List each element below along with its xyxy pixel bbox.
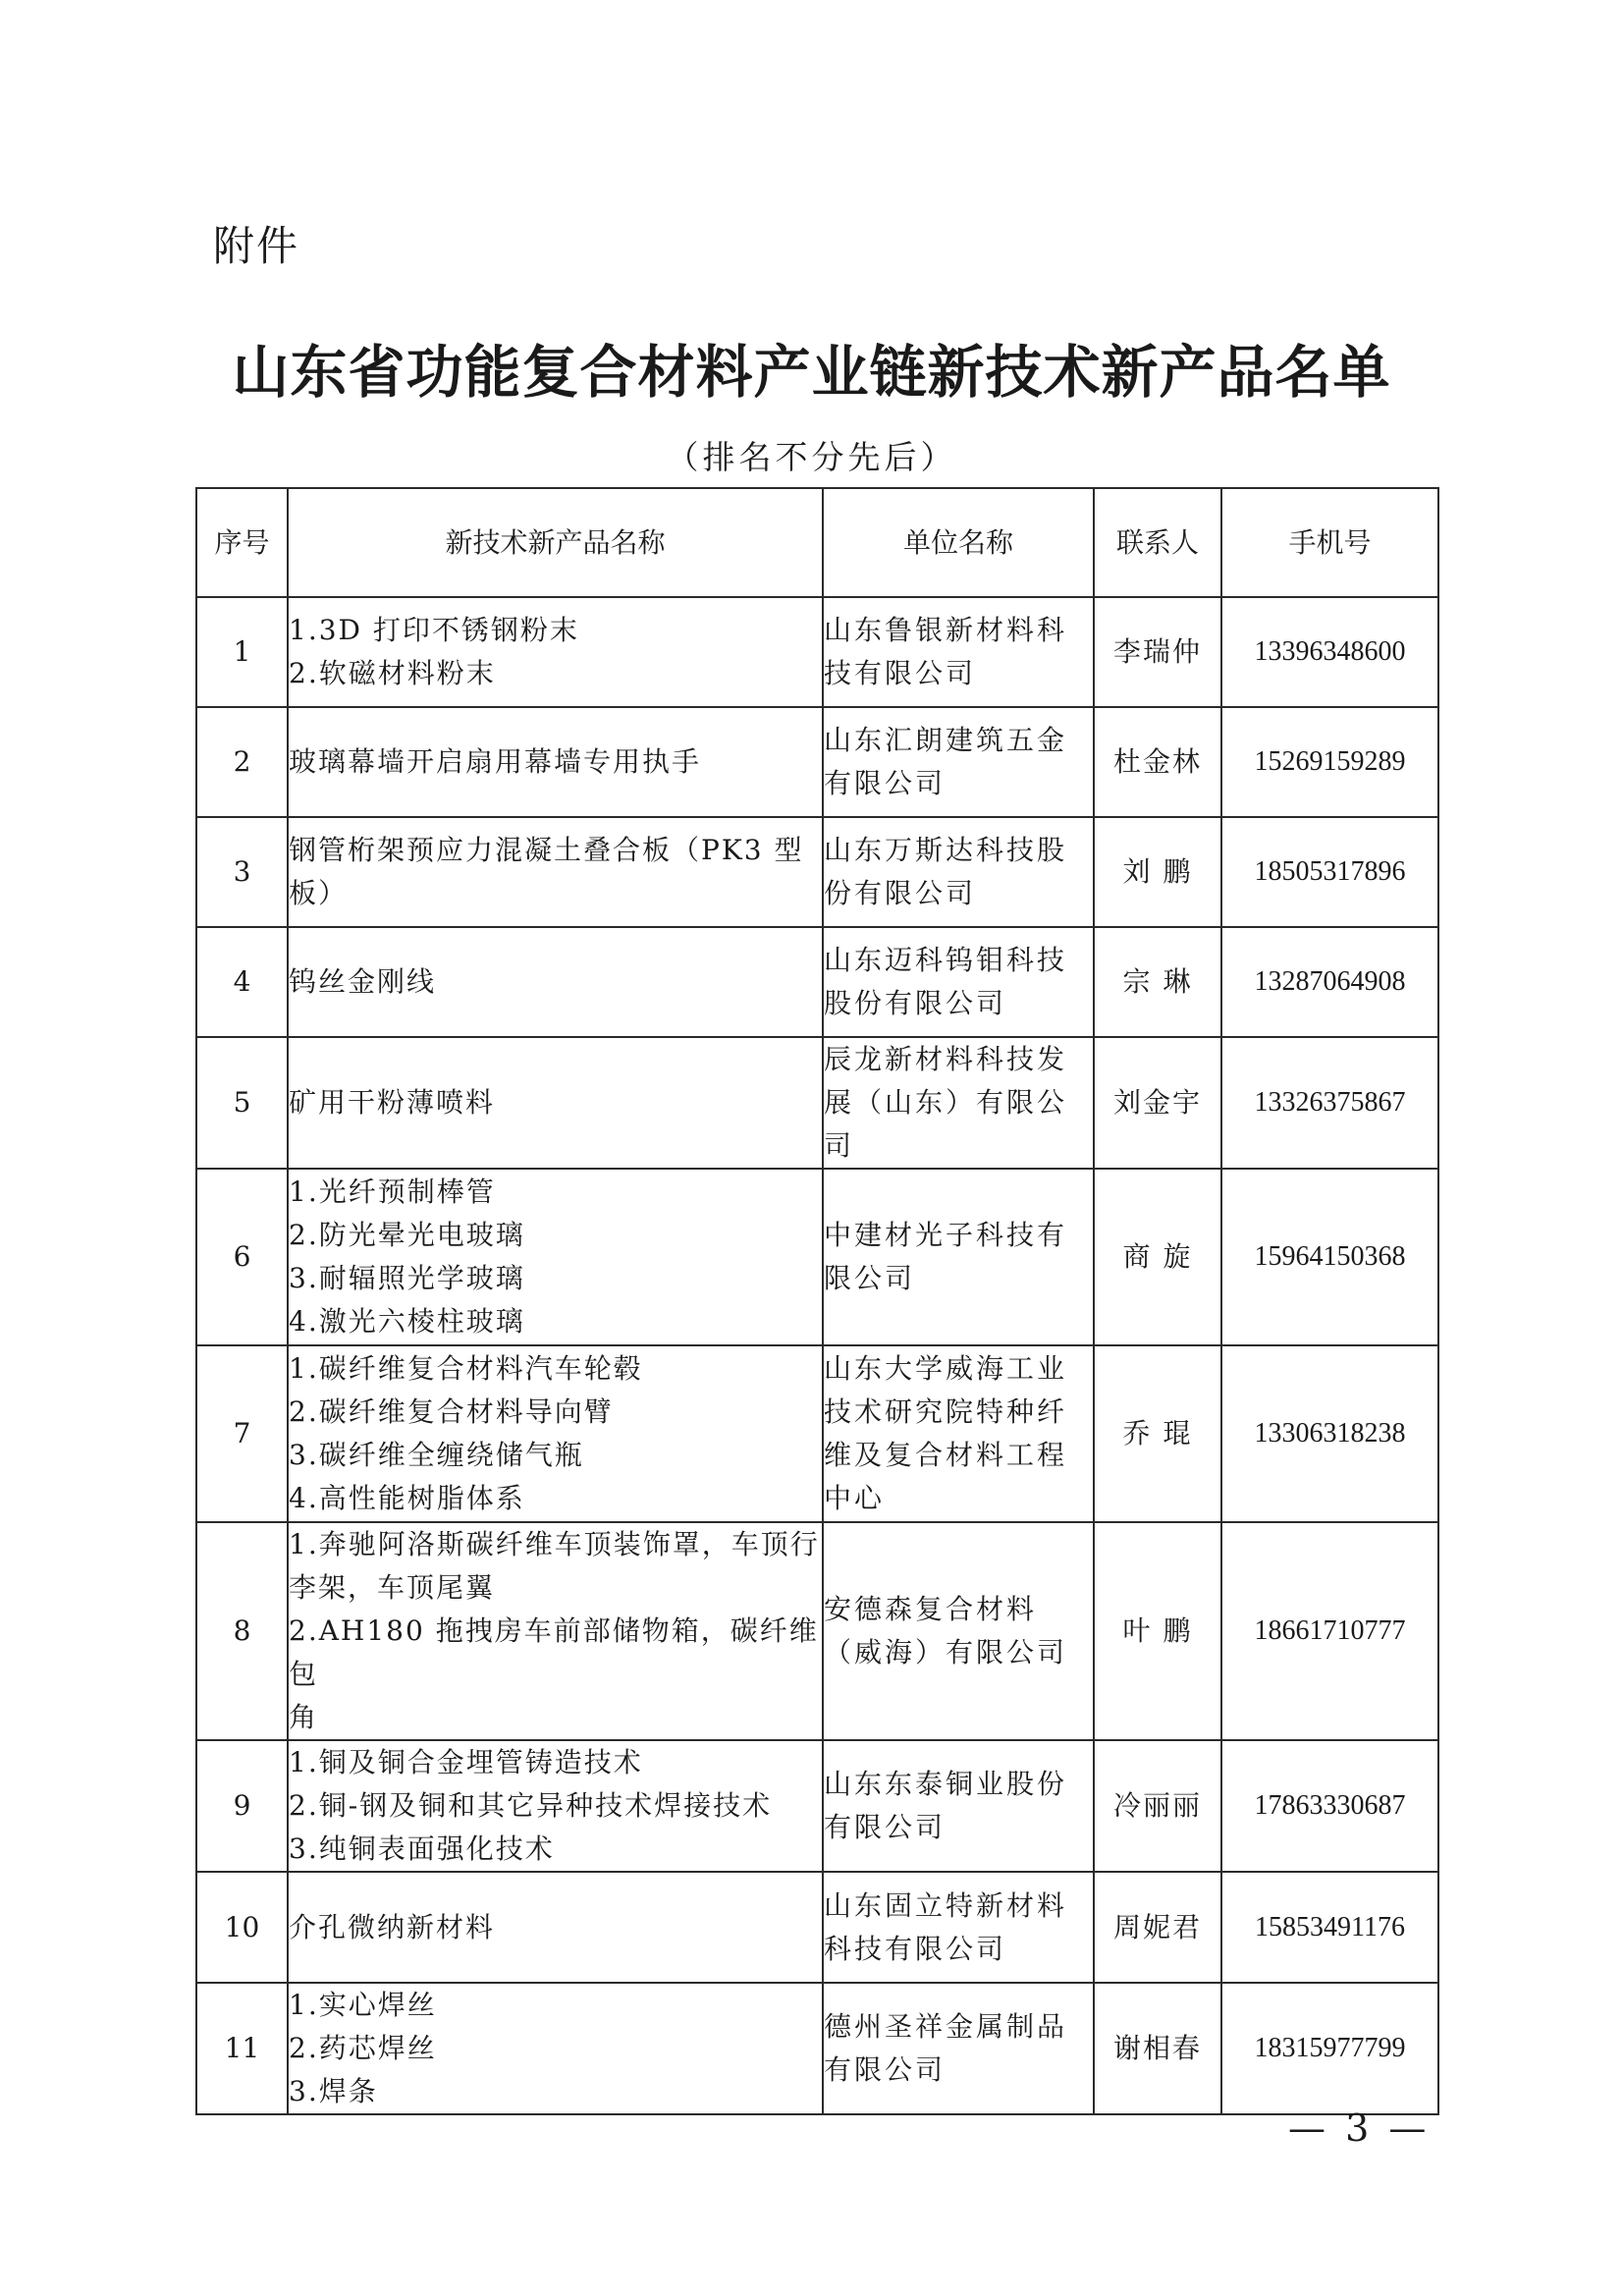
product-line: 1.奔驰阿洛斯碳纤维车顶装饰罩，车顶行 xyxy=(289,1528,820,1560)
product-cell xyxy=(288,1345,823,1522)
unit-line: 技有限公司 xyxy=(824,657,977,689)
header-contact: 联系人 xyxy=(1094,488,1221,597)
unit-cell xyxy=(823,1522,1094,1740)
unit-line: 有限公司 xyxy=(824,1811,947,1843)
product-line: 1.铜及铜合金埋管铸造技术 xyxy=(289,1746,643,1778)
table-row xyxy=(196,1169,1438,1345)
contact-cell: 宗 琳 xyxy=(1094,927,1221,1037)
contact-cell: 杜金林 xyxy=(1094,707,1221,817)
unit-line: 中建材光子科技有 xyxy=(824,1219,1068,1251)
product-line: 3.纯铜表面强化技术 xyxy=(289,1832,555,1865)
unit-line: 山东固立特新材料 xyxy=(824,1888,1068,1922)
phone-cell: 13287064908 xyxy=(1221,927,1438,1037)
row-index: 8 xyxy=(196,1522,288,1740)
header-index: 序号 xyxy=(196,488,288,597)
product-line: 4.激光六棱柱玻璃 xyxy=(289,1305,525,1338)
table-row xyxy=(196,817,1438,927)
product-line: 2.软磁材料粉末 xyxy=(289,657,496,689)
table-row xyxy=(196,1345,1438,1522)
contact-cell: 刘金宇 xyxy=(1094,1037,1221,1169)
row-index: 2 xyxy=(196,707,288,817)
unit-cell xyxy=(823,597,1094,707)
phone-cell: 15853491176 xyxy=(1221,1872,1438,1983)
unit-cell xyxy=(823,817,1094,927)
product-cell xyxy=(288,1983,823,2114)
unit-cell xyxy=(823,1983,1094,2114)
unit-cell xyxy=(823,1037,1094,1169)
product-line: 钢管桁架预应力混凝土叠合板（PK3 型 xyxy=(289,834,804,866)
table-row xyxy=(196,1872,1438,1983)
unit-line: 山东东泰铜业股份 xyxy=(824,1768,1068,1800)
product-line: 钨丝金刚线 xyxy=(289,965,437,998)
unit-cell xyxy=(823,1345,1094,1522)
header-phone: 手机号 xyxy=(1221,488,1438,597)
unit-cell xyxy=(823,927,1094,1037)
phone-cell: 18661710777 xyxy=(1221,1522,1438,1740)
row-index: 3 xyxy=(196,817,288,927)
product-cell xyxy=(288,1037,823,1169)
row-index: 1 xyxy=(196,597,288,707)
row-index: 4 xyxy=(196,927,288,1037)
product-line: 1.碳纤维复合材料汽车轮毂 xyxy=(289,1352,643,1385)
unit-line: 维及复合材料工程 xyxy=(824,1439,1068,1471)
header-unit-name: 单位名称 xyxy=(823,488,1094,597)
contact-cell: 冷丽丽 xyxy=(1094,1740,1221,1872)
header-product-name: 新技术新产品名称 xyxy=(288,488,823,597)
contact-cell: 谢相春 xyxy=(1094,1983,1221,2114)
product-line: 1.3D 打印不锈钢粉末 xyxy=(289,614,579,646)
row-index: 11 xyxy=(196,1983,288,2114)
product-cell xyxy=(288,1740,823,1872)
unit-cell xyxy=(823,1740,1094,1872)
table-row xyxy=(196,1983,1438,2114)
contact-cell: 乔 琨 xyxy=(1094,1345,1221,1522)
phone-cell: 17863330687 xyxy=(1221,1740,1438,1872)
product-line: 板） xyxy=(289,877,349,909)
product-line: 2.AH180 拖拽房车前部储物箱，碳纤维包 xyxy=(289,1614,819,1690)
unit-line: 展（山东）有限公 xyxy=(824,1086,1068,1119)
contact-cell: 商 旋 xyxy=(1094,1169,1221,1345)
unit-line: 有限公司 xyxy=(824,2053,947,2086)
phone-cell: 18505317896 xyxy=(1221,817,1438,927)
unit-line: 份有限公司 xyxy=(824,877,977,909)
phone-cell: 13306318238 xyxy=(1221,1345,1438,1522)
contact-cell: 叶 鹏 xyxy=(1094,1522,1221,1740)
unit-cell xyxy=(823,1872,1094,1983)
product-cell xyxy=(288,1169,823,1345)
unit-cell xyxy=(823,707,1094,817)
product-line: 2.碳纤维复合材料导向臂 xyxy=(289,1395,614,1428)
product-line: 玻璃幕墙开启扇用幕墙专用执手 xyxy=(289,745,702,778)
row-index: 5 xyxy=(196,1037,288,1169)
table-header-row xyxy=(196,488,1438,597)
unit-line: 技术研究院特种纤 xyxy=(824,1395,1068,1428)
unit-line: 安德森复合材料 xyxy=(824,1593,1038,1625)
row-index: 7 xyxy=(196,1345,288,1522)
row-index: 6 xyxy=(196,1169,288,1345)
unit-line: 山东万斯达科技股 xyxy=(824,834,1068,866)
unit-line: 限公司 xyxy=(824,1262,916,1294)
product-line: 1.光纤预制棒管 xyxy=(289,1175,496,1208)
table-row xyxy=(196,707,1438,817)
unit-line: 有限公司 xyxy=(824,767,947,799)
product-line: 1.实心焊丝 xyxy=(289,1989,437,2021)
product-line: 3.焊条 xyxy=(289,2075,378,2107)
product-line: 4.高性能树脂体系 xyxy=(289,1482,525,1514)
attachment-label: 附件 xyxy=(213,222,300,270)
unit-cell xyxy=(823,1169,1094,1345)
table-row xyxy=(196,1037,1438,1169)
product-cell xyxy=(288,1522,823,1740)
unit-line: 山东汇朗建筑五金 xyxy=(824,724,1068,756)
product-line: 李架，车顶尾翼 xyxy=(289,1571,496,1604)
product-line: 矿用干粉薄喷料 xyxy=(289,1086,496,1119)
document-title: 山东省功能复合材料产业链新技术新产品名单 xyxy=(232,339,1391,406)
product-line: 介孔微纳新材料 xyxy=(289,1910,496,1943)
table-row xyxy=(196,1740,1438,1872)
unit-line: 山东大学威海工业 xyxy=(824,1352,1068,1385)
product-line: 3.耐辐照光学玻璃 xyxy=(289,1262,525,1294)
unit-line: 山东迈科钨钼科技 xyxy=(824,944,1068,976)
table-row xyxy=(196,597,1438,707)
unit-line: 中心 xyxy=(824,1482,886,1514)
unit-line: 辰龙新材料科技发 xyxy=(824,1043,1068,1075)
product-cell xyxy=(288,707,823,817)
product-line: 3.碳纤维全缠绕储气瓶 xyxy=(289,1439,584,1471)
row-index: 9 xyxy=(196,1740,288,1872)
unit-line: 德州圣祥金属制品 xyxy=(824,2010,1068,2043)
phone-cell: 15269159289 xyxy=(1221,707,1438,817)
product-line: 2.药芯焊丝 xyxy=(289,2032,437,2064)
product-cell xyxy=(288,817,823,927)
contact-cell: 李瑞仲 xyxy=(1094,597,1221,707)
document-subtitle: （排名不分先后） xyxy=(666,438,957,476)
phone-cell: 13396348600 xyxy=(1221,597,1438,707)
table-row xyxy=(196,927,1438,1037)
product-cell xyxy=(288,927,823,1037)
contact-cell: 刘 鹏 xyxy=(1094,817,1221,927)
phone-cell: 18315977799 xyxy=(1221,1983,1438,2114)
unit-line: 山东鲁银新材料科 xyxy=(824,614,1068,646)
unit-line: 司 xyxy=(824,1129,855,1162)
table-row xyxy=(196,1522,1438,1740)
product-line: 角 xyxy=(289,1701,319,1733)
contact-cell: 周妮君 xyxy=(1094,1872,1221,1983)
page-number: — 3 — xyxy=(1288,2106,1431,2150)
product-cell xyxy=(288,1872,823,1983)
product-line: 2.铜-钢及铜和其它异种技术焊接技术 xyxy=(289,1789,773,1822)
row-index: 10 xyxy=(196,1872,288,1983)
unit-line: 科技有限公司 xyxy=(824,1932,1007,1965)
product-line: 2.防光晕光电玻璃 xyxy=(289,1219,525,1251)
unit-line: （威海）有限公司 xyxy=(824,1636,1068,1668)
product-cell xyxy=(288,597,823,707)
product-list-table xyxy=(195,487,1439,2115)
unit-line: 股份有限公司 xyxy=(824,987,1007,1019)
phone-cell: 13326375867 xyxy=(1221,1037,1438,1169)
phone-cell: 15964150368 xyxy=(1221,1169,1438,1345)
